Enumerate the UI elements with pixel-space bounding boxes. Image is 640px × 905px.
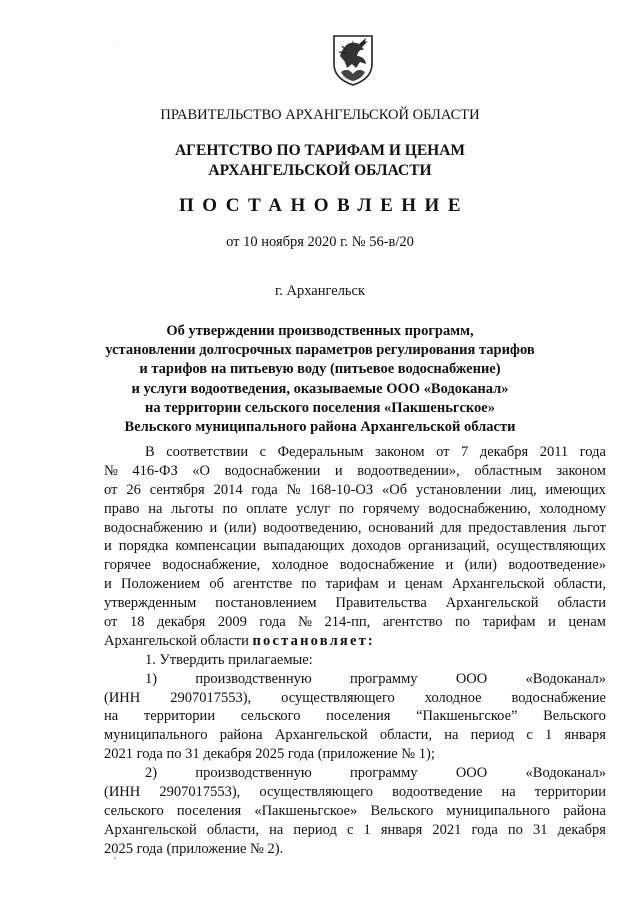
body-word: сентября xyxy=(149,481,205,498)
body-word: тарифам xyxy=(325,576,379,593)
body-word: для xyxy=(440,519,462,536)
resolution-body xyxy=(104,443,606,859)
body-word: тарифам xyxy=(482,614,536,631)
body-text: Архангельской области xyxy=(104,632,249,649)
body-line xyxy=(104,726,606,745)
body-word: 168-10-ОЗ xyxy=(309,481,374,498)
body-line xyxy=(104,519,606,538)
body-word: на xyxy=(269,821,284,838)
body-word: законом xyxy=(374,444,425,460)
body-word: на xyxy=(148,500,163,517)
body-word: и xyxy=(387,576,396,593)
body-word: 2009 xyxy=(217,614,247,631)
body-word: по xyxy=(338,500,354,517)
body-line xyxy=(104,802,606,821)
body-word: 31 xyxy=(533,821,548,838)
body-word: компенсации xyxy=(175,538,257,555)
body-text: 2025 года (приложение № 2). xyxy=(104,840,284,857)
body-line xyxy=(104,500,606,519)
body-word: по xyxy=(455,614,471,631)
body-word: осуществляющего xyxy=(259,784,374,801)
body-word: Архангельской xyxy=(451,576,545,593)
body-word: “Пакшеньгское” xyxy=(416,708,518,725)
body-line xyxy=(104,632,606,651)
body-word: водоотведению, xyxy=(263,519,362,536)
body-text: 2021 года по 31 декабря 2025 года (приложение № 1); xyxy=(104,746,435,763)
body-word: «Водоканал» xyxy=(525,670,606,687)
body-line xyxy=(104,670,606,689)
document-date-number: от 10 ноября 2020 г. № 56-в/20 xyxy=(226,234,414,250)
body-word: выпадающих xyxy=(263,538,345,555)
body-word: организаций, xyxy=(408,538,490,555)
body-word: период xyxy=(293,821,337,838)
body-word: 1) xyxy=(145,670,158,687)
body-word: № xyxy=(298,614,313,631)
scan-speck xyxy=(114,42,115,43)
body-word: агентстве xyxy=(233,576,293,593)
body-word: от xyxy=(104,481,118,498)
body-word: льгот xyxy=(573,519,606,536)
body-line xyxy=(104,443,606,462)
body-word: утвержденным xyxy=(104,595,197,612)
agency-name-line1: АГЕНТСТВО ПО ТАРИФАМ И ЦЕНАМ xyxy=(174,142,466,159)
body-line xyxy=(104,707,606,726)
body-word: об xyxy=(209,576,224,593)
body-word: агентство xyxy=(382,614,443,631)
body-word: года xyxy=(259,614,286,631)
body-word: водоснабжение xyxy=(511,689,606,706)
body-line xyxy=(104,745,606,764)
heading-line: Вельского муниципального района Архангельской области xyxy=(124,419,516,436)
body-word: законом xyxy=(556,462,606,479)
body-word: декабря xyxy=(156,614,206,631)
body-word: «Об xyxy=(382,481,408,498)
body-word: с xyxy=(346,821,354,838)
resolves-word: постановляет: xyxy=(252,632,375,649)
body-line xyxy=(104,821,606,840)
body-line xyxy=(104,481,606,500)
body-word: В xyxy=(145,444,155,460)
body-word: водоснабжению xyxy=(104,519,203,536)
body-line xyxy=(104,689,606,708)
body-word: период xyxy=(470,727,515,744)
body-word: января xyxy=(564,727,606,744)
body-word: и xyxy=(445,557,454,574)
body-word: ценам xyxy=(568,614,606,631)
body-word: производственную xyxy=(195,765,312,782)
body-word: 2021 xyxy=(432,821,462,838)
body-word: сельского xyxy=(104,802,164,819)
resolution-heading xyxy=(0,322,640,437)
government-name: ПРАВИТЕЛЬСТВО АРХАНГЕЛЬСКОЙ ОБЛАСТИ xyxy=(160,107,480,123)
body-word: порядка xyxy=(118,538,169,555)
body-word: и xyxy=(548,614,556,631)
body-word: горячему xyxy=(362,500,420,517)
body-word: района xyxy=(219,727,263,744)
body-word: 214-пп, xyxy=(324,614,371,631)
body-word: года xyxy=(579,444,606,460)
body-word: установлении xyxy=(416,481,502,498)
body-word: водоснабжение, xyxy=(162,557,261,574)
document-type: ПОСТАНОВЛЕНИЕ xyxy=(178,195,470,216)
body-word: на xyxy=(501,784,516,801)
body-word: 416-ФЗ xyxy=(132,462,178,479)
body-word: поселения xyxy=(326,708,391,725)
body-word: водоотведении», xyxy=(357,462,460,479)
body-word: доходов xyxy=(351,538,402,555)
body-line xyxy=(104,594,606,613)
body-word: программу xyxy=(350,670,418,687)
body-word: на xyxy=(444,727,459,744)
body-word: осуществляющих xyxy=(496,538,606,555)
body-word: от xyxy=(436,444,450,460)
body-word: 26 xyxy=(126,481,141,498)
body-line xyxy=(104,783,606,802)
body-word: и xyxy=(104,576,112,593)
body-word: водоотведение xyxy=(392,784,483,801)
body-word: 2907017553), xyxy=(159,784,241,801)
body-word: Вельского xyxy=(370,802,434,819)
body-word: января xyxy=(380,821,423,838)
body-line xyxy=(104,537,606,556)
heading-line: Об утверждении производственных программ, xyxy=(166,323,474,339)
body-word: (или) xyxy=(464,557,497,574)
body-word: 18 xyxy=(129,614,145,631)
body-word: (ИНН xyxy=(104,784,141,801)
body-word: (ИНН xyxy=(104,689,141,706)
body-word: 2014 xyxy=(213,481,243,498)
body-word: производственную xyxy=(195,670,312,687)
body-word: области xyxy=(557,595,606,612)
body-word: и xyxy=(334,462,343,479)
body-word: территории xyxy=(534,784,606,801)
body-word: и xyxy=(104,538,112,555)
body-word: Архангельской xyxy=(274,727,368,744)
body-word: программу xyxy=(350,765,418,782)
body-word: декабря xyxy=(479,444,529,460)
body-word: по xyxy=(301,576,317,593)
body-word: области, xyxy=(553,576,606,593)
body-word: Федеральным xyxy=(277,444,364,460)
body-word: 1 xyxy=(363,821,371,838)
heading-line: установлении долгосрочных параметров регулирования тарифов xyxy=(105,342,535,359)
body-word: водоотведение» xyxy=(508,557,606,574)
body-word: сельского xyxy=(240,708,301,725)
scan-speck xyxy=(114,857,116,859)
body-word: декабря xyxy=(557,821,606,838)
body-line xyxy=(104,764,606,783)
body-word: 2907017553), xyxy=(170,689,252,706)
heading-line: на территории сельского поселения «Пакшеньгское» xyxy=(144,399,495,416)
body-word: осуществляющего xyxy=(281,689,395,706)
body-word: оплате xyxy=(246,500,288,517)
body-word: лиц, xyxy=(510,481,537,498)
body-word: и xyxy=(209,519,218,536)
body-word: холодное xyxy=(271,557,329,574)
body-word: водоснабжение xyxy=(339,557,435,574)
body-word: предоставления xyxy=(468,519,567,536)
body-line xyxy=(104,575,606,594)
body-word: «Водоканал» xyxy=(525,765,606,782)
body-word: муниципального xyxy=(446,802,550,819)
body-word: горячее xyxy=(104,557,151,574)
body-word: области, xyxy=(379,727,432,744)
body-word: Вельского xyxy=(543,708,606,725)
body-word: района xyxy=(563,802,606,819)
body-word: водоснабжении xyxy=(224,462,321,479)
body-word: «О xyxy=(192,462,211,479)
body-word: 2) xyxy=(145,765,158,782)
body-word: года xyxy=(251,481,278,498)
body-word: холодное xyxy=(424,689,482,706)
coat-of-arms-icon xyxy=(332,34,374,86)
body-word: холодному xyxy=(539,500,606,517)
body-word: Архангельской xyxy=(445,595,539,612)
body-word: с xyxy=(526,727,533,744)
body-word: (или) xyxy=(223,519,257,536)
body-word: 7 xyxy=(461,444,469,460)
body-word: по xyxy=(222,500,238,517)
body-word: с xyxy=(259,444,267,460)
body-word: имеющих xyxy=(545,481,606,498)
body-word: постановлением xyxy=(215,595,317,612)
body-word: услуг xyxy=(296,500,331,517)
body-word: областным xyxy=(474,462,542,479)
body-word: Правительства xyxy=(335,595,427,612)
body-word: по xyxy=(507,821,523,838)
body-word: «Пакшеньгское» xyxy=(254,802,358,819)
body-word: ценам xyxy=(404,576,443,593)
agency-name-line2: АРХАНГЕЛЬСКОЙ ОБЛАСТИ xyxy=(208,162,432,179)
body-word: № xyxy=(104,462,118,479)
body-word: соответствии xyxy=(166,444,249,460)
body-word: водоснабжению, xyxy=(428,500,531,517)
heading-line: и услуги водоотведения, оказываемые ООО «Водоканал» xyxy=(131,380,509,397)
body-line xyxy=(104,462,606,481)
body-word: области, xyxy=(206,821,259,838)
heading-line: и тарифов на питьевую воду (питьевое водоснабжение) xyxy=(139,361,501,378)
clause-1-intro: 1. Утвердить прилагаемые: xyxy=(145,651,313,668)
body-word: 1 xyxy=(544,727,553,744)
body-word: муниципального xyxy=(104,727,208,744)
body-word: льготы xyxy=(171,500,214,517)
document-city: г. Архангельск xyxy=(274,283,366,299)
body-word: от xyxy=(104,614,118,631)
body-word: поселения xyxy=(176,802,242,819)
body-word: ООО xyxy=(455,670,488,687)
body-word: года xyxy=(471,821,498,838)
agency-name xyxy=(0,141,640,181)
body-word: на xyxy=(104,708,119,725)
body-word: территории xyxy=(143,708,216,725)
body-word: оснований xyxy=(368,519,434,536)
body-word: Архангельской xyxy=(104,821,197,838)
body-line xyxy=(104,556,606,575)
body-word: право xyxy=(104,500,140,517)
body-word: 2011 xyxy=(539,444,569,460)
body-word: Положением xyxy=(121,576,201,593)
body-word: ООО xyxy=(455,765,488,782)
body-line xyxy=(104,651,606,670)
body-word: № xyxy=(286,481,301,498)
body-line xyxy=(104,840,606,859)
body-line xyxy=(104,613,606,632)
